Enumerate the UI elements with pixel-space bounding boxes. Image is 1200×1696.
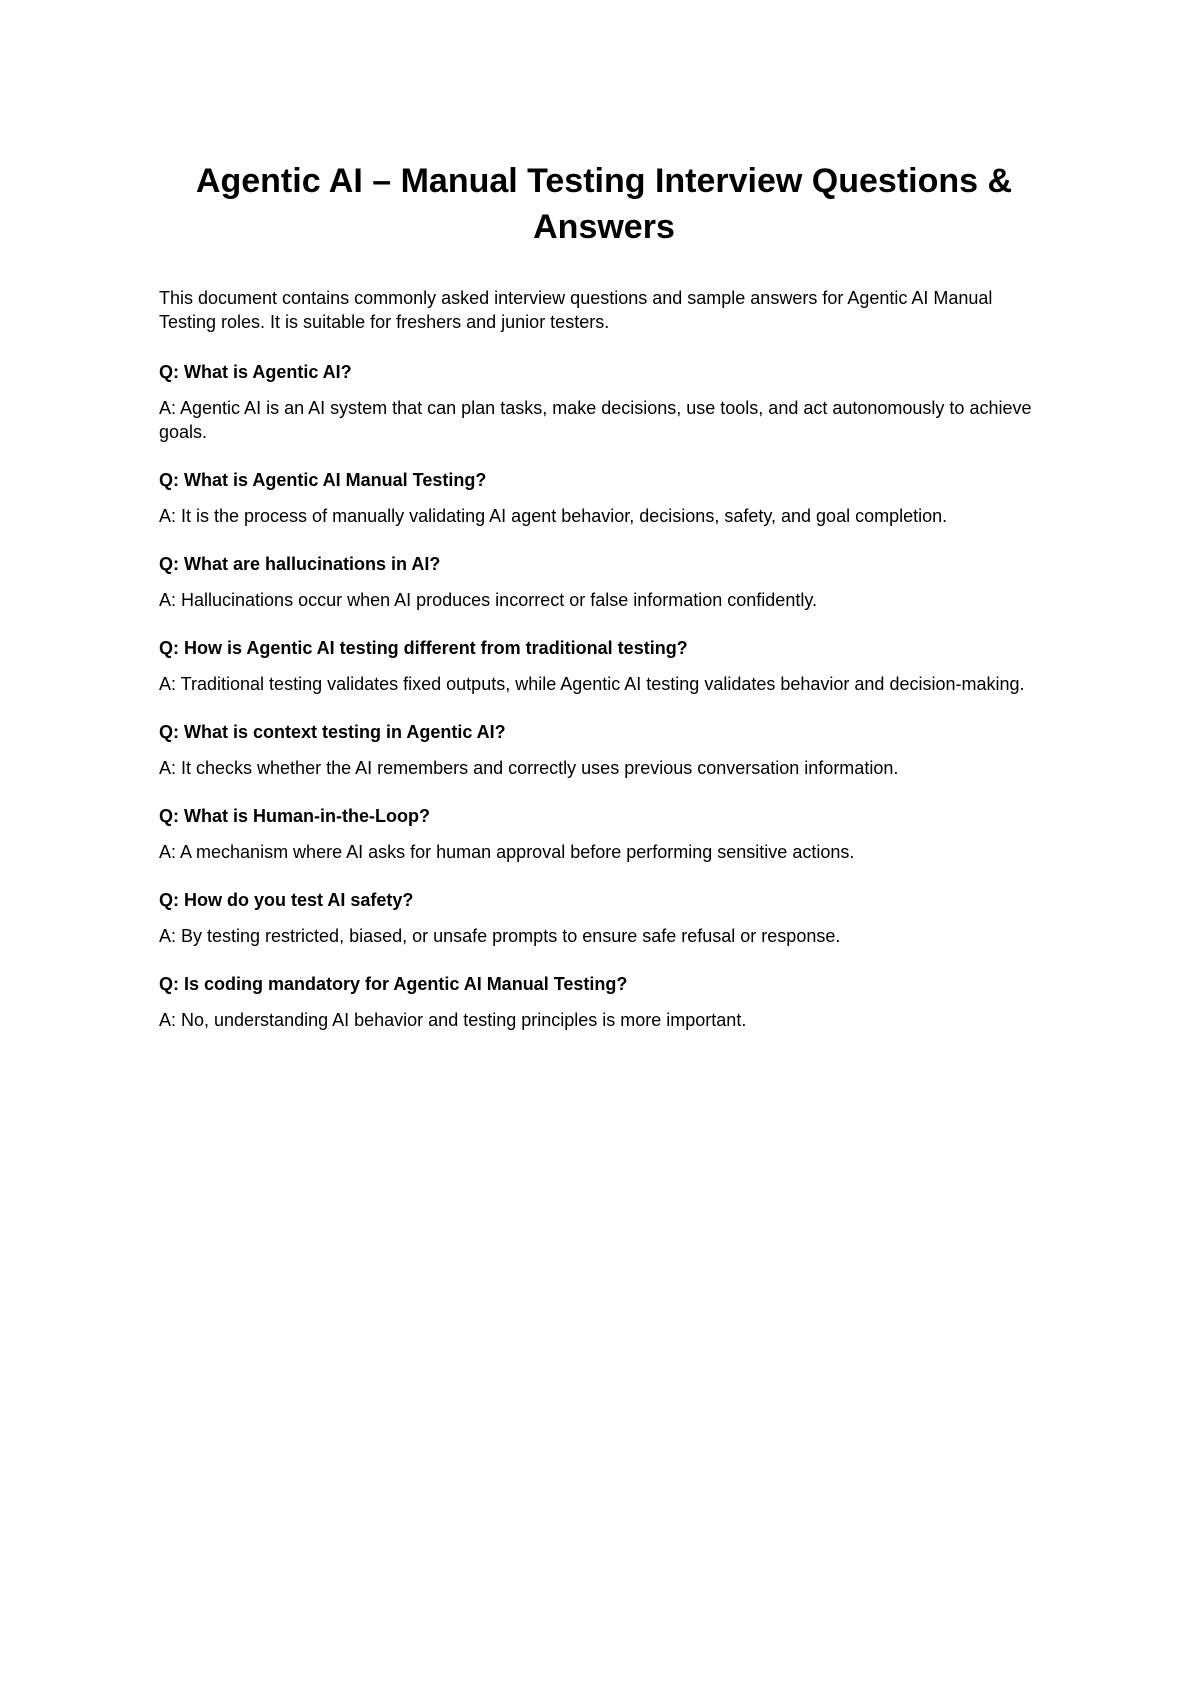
intro-paragraph: This document contains commonly asked interview questions and sample answers for Agentic AI Manual Testing roles. It is suitable for freshers and junior testers. [159,288,993,332]
question-text: Q: How is Agentic AI testing different from traditional testing? [159,638,688,658]
answer-text: A: It is the process of manually validating AI agent behavior, decisions, safety, and goal completion. [159,506,948,526]
qa-item [159,360,1049,444]
answer-text: A: Traditional testing validates fixed outputs, while Agentic AI testing validates behavior and decision-making. [159,674,1025,694]
question-text: Q: What are hallucinations in AI? [159,554,441,574]
qa-item [159,636,1049,696]
qa-list [159,360,1049,1032]
question-text: Q: What is Human-in-the-Loop? [159,806,430,826]
answer-text: A: By testing restricted, biased, or unsafe prompts to ensure safe refusal or response. [159,926,841,946]
answer-text: A: It checks whether the AI remembers and correctly uses previous conversation information. [159,758,899,778]
qa-item [159,804,1049,864]
answer-text: A: Hallucinations occur when AI produces incorrect or false information confidently. [159,590,817,610]
qa-item [159,888,1049,948]
qa-item [159,468,1049,528]
qa-item [159,552,1049,612]
document-title: Agentic AI – Manual Testing Interview Questions & Answers [195,162,1013,246]
answer-text: A: Agentic AI is an AI system that can plan tasks, make decisions, use tools, and act autonomously to achieve goals. [159,398,1032,442]
answer-text: A: No, understanding AI behavior and testing principles is more important. [159,1010,747,1030]
question-text: Q: What is context testing in Agentic AI? [159,722,506,742]
document-content [159,158,1049,1056]
question-text: Q: What is Agentic AI? [159,362,352,382]
qa-item [159,972,1049,1032]
question-text: Q: How do you test AI safety? [159,890,414,910]
answer-text: A: A mechanism where AI asks for human approval before performing sensitive actions. [159,842,855,862]
qa-item [159,720,1049,780]
question-text: Q: Is coding mandatory for Agentic AI Manual Testing? [159,974,628,994]
question-text: Q: What is Agentic AI Manual Testing? [159,470,487,490]
